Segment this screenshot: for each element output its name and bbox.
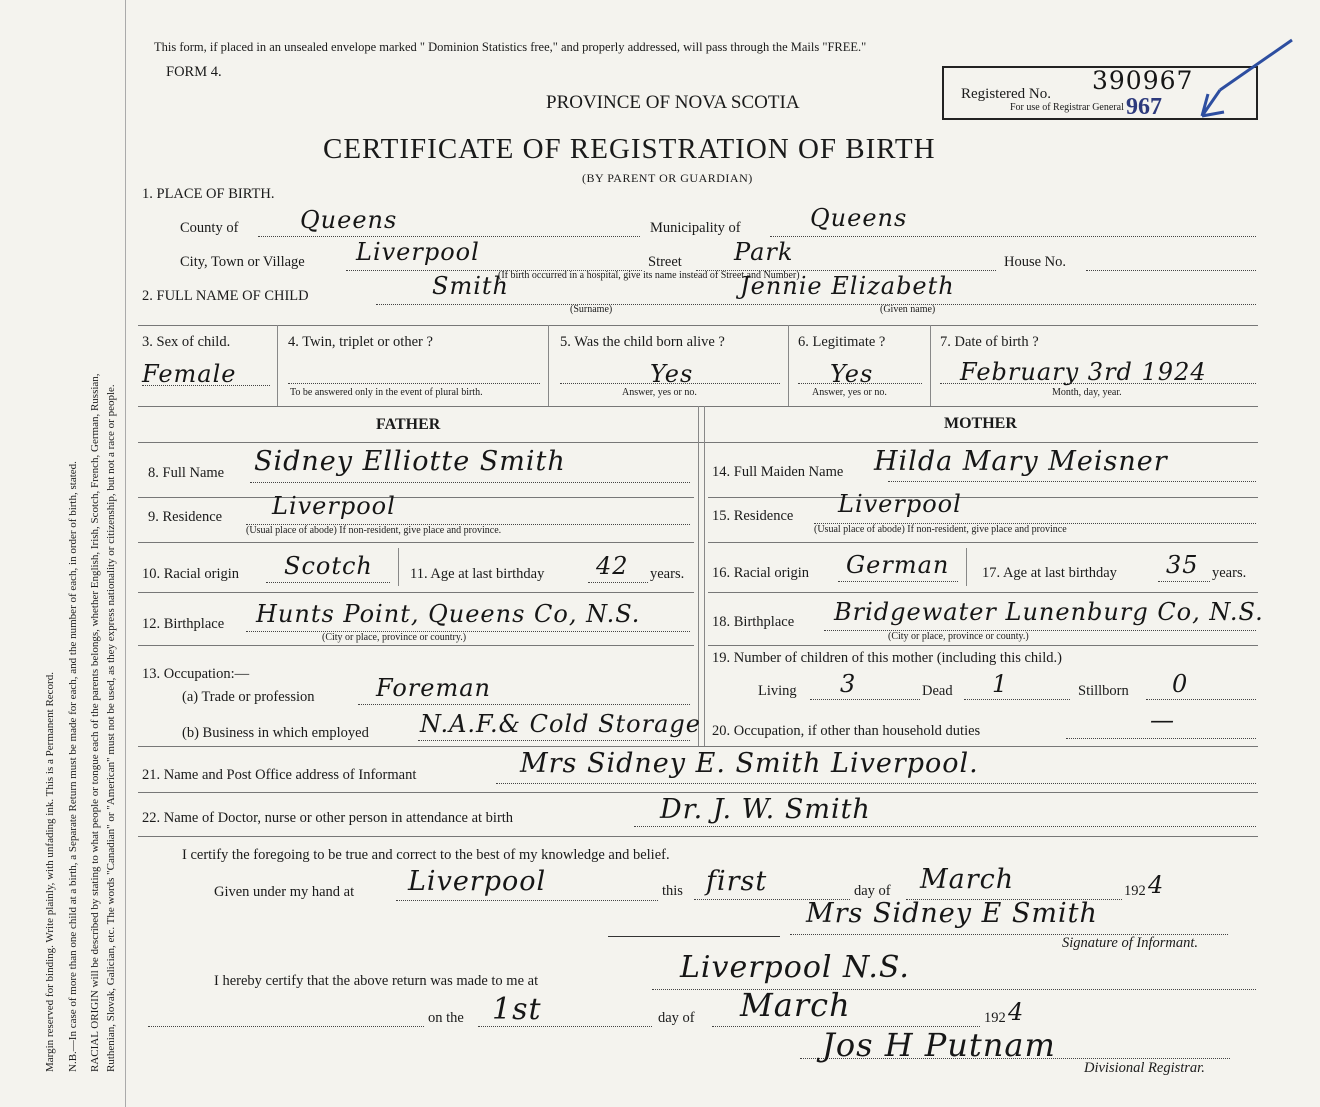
twin-label: 4. Twin, triplet or other ? [288,334,433,350]
living-label: Living [758,683,797,699]
legitimate-value: Yes [830,360,874,388]
children-count-label: 19. Number of children of this mother (including this child.) [712,650,1062,666]
registrar-month: March [740,986,851,1024]
father-heading: FATHER [376,416,441,433]
mother-birthplace-label: 18. Birthplace [712,614,795,630]
certify-statement: I certify the foregoing to be true and correct to the best of my knowledge and belief. [182,847,670,863]
registrar-year-suffix: 4 [1008,998,1025,1026]
mother-residence-label: 15. Residence [712,508,794,524]
street-value: Park [734,238,794,266]
county-value: Queens [300,206,398,234]
dead-label: Dead [922,683,953,699]
mother-occupation-label: 20. Occupation, if other than household duties [712,723,981,739]
certify-day: first [706,866,768,897]
dob-value: February 3rd 1924 [960,358,1207,386]
mother-heading: MOTHER [944,415,1017,432]
legitimate-note: Answer, yes or no. [812,387,887,398]
child-given-name: Jennie Elizabeth [740,272,955,300]
on-the-label: on the [428,1010,464,1026]
father-birthplace: Hunts Point, Queens Co, N.S. [256,600,641,628]
father-residence-note: (Usual place of abode) If non-resident, give place and province. [246,525,502,536]
trade-label: (a) Trade or profession [182,689,315,705]
dead-value: 1 [992,670,1009,698]
father-residence-label: 9. Residence [148,509,223,525]
given-name-caption: (Given name) [880,304,936,315]
father-name-label: 8. Full Name [148,465,225,481]
father-birthplace-note: (City or place, province or country.) [322,632,467,643]
place-of-birth-heading: 1. PLACE OF BIRTH. [142,186,275,202]
street-label: Street [648,254,682,270]
father-name: Sidney Elliotte Smith [254,446,566,477]
registrar-place: Liverpool N.S. [680,950,910,985]
certificate-title: CERTIFICATE OF REGISTRATION OF BIRTH [323,133,936,165]
registrar-statement: I hereby certify that the above return was made to me at [214,973,539,989]
occupation-label: 13. Occupation:— [142,666,250,682]
mother-age-years: years. [1212,565,1247,581]
registered-number: 390967 [1092,66,1194,95]
child-name-label: 2. FULL NAME OF CHILD [142,288,309,304]
mother-occupation: — [1150,706,1175,734]
mother-name-label: 14. Full Maiden Name [712,464,844,480]
certify-month: March [920,864,1015,895]
father-age-label: 11. Age at last birthday [410,566,545,582]
registered-stamp: 967 [1126,94,1162,120]
father-race: Scotch [284,552,373,580]
informant-label: 21. Name and Post Office address of Informant [142,767,417,783]
business-label: (b) Business in which employed [182,725,369,741]
certificate-subtitle: (BY PARENT OR GUARDIAN) [582,171,753,185]
city-value: Liverpool [356,238,480,266]
father-residence: Liverpool [272,492,396,520]
mother-age-label: 17. Age at last birthday [982,565,1117,581]
sex-value: Female [142,360,237,388]
registrar-signature: Jos H Putnam [822,1026,1056,1064]
twin-note: To be answered only in the event of plural birth. [290,387,483,398]
informant-value: Mrs Sidney E. Smith Liverpool. [520,748,979,779]
nb-note: N.B.—In case of more than one child at a birth, a Separate Return must be made for each, and the number of each, in order of birth, stated. [67,461,79,1072]
father-birthplace-label: 12. Birthplace [142,616,225,632]
county-label: County of [180,220,239,236]
business-value: N.A.F.& Cold Storage [420,710,701,738]
margin-note: Margin reserved for binding. Write plainly, with unfading ink. This is a Permanent Record. [44,672,56,1072]
father-race-label: 10. Racial origin [142,566,240,582]
stillborn-label: Stillborn [1078,683,1129,699]
form-number: FORM 4. [166,64,222,80]
doctor-value: Dr. J. W. Smith [660,794,871,825]
certify-dayof-label: day of [854,883,891,899]
hospital-note: (If birth occurred in a hospital, give its name instead of Street and Number) [498,270,800,281]
doctor-label: 22. Name of Doctor, nurse or other person in attendance at birth [142,810,514,826]
father-age: 42 [596,552,629,580]
mother-age: 35 [1166,551,1199,579]
born-alive-note: Answer, yes or no. [622,387,697,398]
mother-name: Hilda Mary Meisner [874,446,1168,477]
given-at-place: Liverpool [408,866,547,897]
municipality-label: Municipality of [650,220,741,236]
registered-label: Registered No. [961,86,1051,102]
legitimate-label: 6. Legitimate ? [798,334,886,350]
registrar-dayof-label: day of [658,1010,695,1026]
stillborn-value: 0 [1172,670,1189,698]
this-label: this [662,883,683,899]
dob-note: Month, day, year. [1052,387,1122,398]
dob-label: 7. Date of birth ? [940,334,1039,350]
mother-residence-note: (Usual place of abode) If non-resident, give place and province [814,524,1067,535]
mail-notice: This form, if placed in an unsealed envelope marked " Dominion Statistics free," and properly addressed, will pass through the Mails "FREE." [154,40,867,54]
certify-year-prefix: 192 [1124,883,1146,899]
city-label: City, Town or Village [180,254,305,270]
registrar-day: 1st [492,992,542,1027]
sex-label: 3. Sex of child. [142,334,231,350]
trade-value: Foreman [376,674,491,702]
born-alive-label: 5. Was the child born alive ? [560,334,725,350]
house-no-label: House No. [1004,254,1067,270]
blue-arrow-mark [1180,34,1300,124]
registrar-use-note: For use of Registrar General [1010,102,1124,113]
informant-signature: Mrs Sidney E Smith [806,898,1098,929]
mother-race-label: 16. Racial origin [712,565,810,581]
mother-residence: Liverpool [838,490,962,518]
mother-race: German [846,551,950,579]
registrar-signature-label: Divisional Registrar. [1084,1060,1205,1076]
surname-caption: (Surname) [570,304,613,315]
certify-year-suffix: 4 [1148,871,1165,899]
mother-birthplace-note: (City or place, province or county.) [888,631,1029,642]
mother-birthplace: Bridgewater Lunenburg Co, N.S. [834,598,1264,626]
born-alive-value: Yes [650,360,694,388]
given-at-label: Given under my hand at [214,884,355,900]
informant-signature-label: Signature of Informant. [1062,935,1199,951]
binding-margin-line [125,0,126,1107]
child-surname: Smith [432,272,509,300]
province-heading: PROVINCE OF NOVA SCOTIA [546,92,800,113]
municipality-value: Queens [810,204,908,232]
living-value: 3 [840,670,857,698]
racial-origin-note: RACIAL ORIGIN will be described by stating to what people or tongue each of the parents belongs, whether English, Irish, Scotch, French, German, Russian, [89,373,101,1072]
registrar-year-prefix: 192 [984,1010,1006,1026]
racial-origin-note-2: Ruthenian, Slovak, Galician, etc. The words "Canadian" or "American" must not be used, as they express nationality or citizenship, but not a race or people. [105,384,117,1072]
father-age-years: years. [650,566,685,582]
